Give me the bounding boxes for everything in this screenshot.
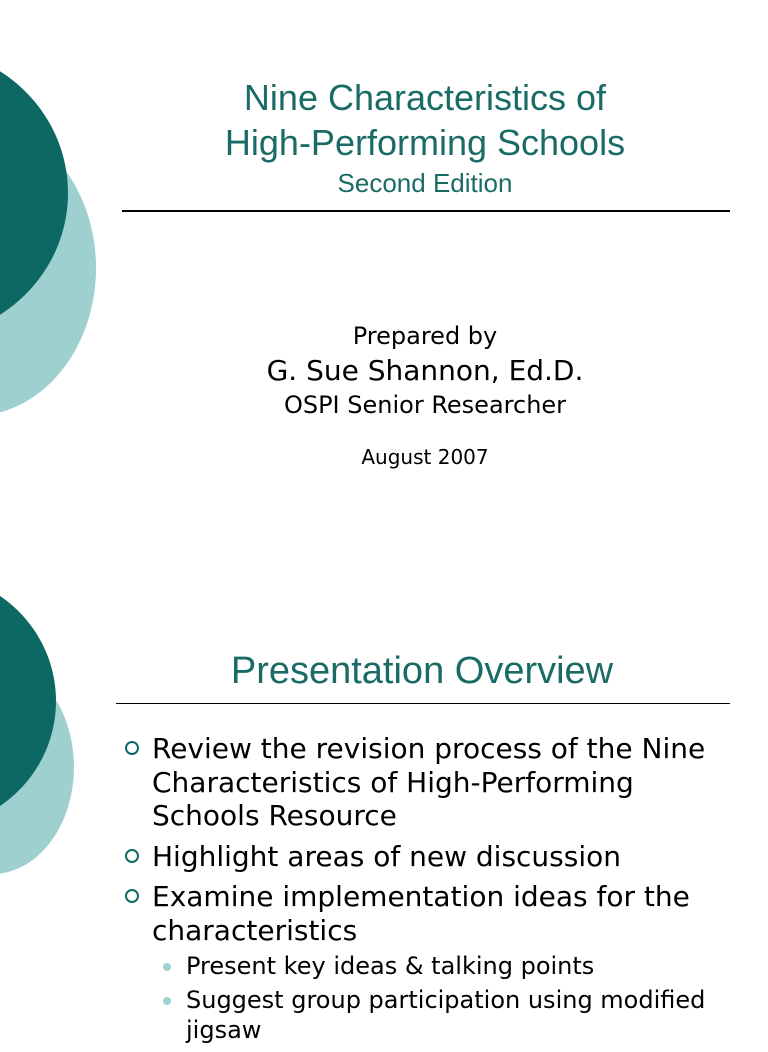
prepared-by-label: Prepared by [352,322,498,350]
author-role: OSPI Senior Researcher [283,391,567,419]
sub-bullet-item [152,951,740,981]
sub-bullet-text: Suggest group participation using modified jigsaw [186,986,706,1044]
overview-slide [0,580,768,1044]
slide-title: Presentation Overview [230,650,614,692]
slide-title-line-2: High-Performing Schools [224,122,626,163]
sub-bullet-text: Present key ideas & talking points [186,952,595,980]
bullet-item [120,880,740,1045]
filled-dot-bullet-icon [163,963,171,971]
filled-dot-bullet-icon [163,997,171,1005]
author-name: G. Sue Shannon, Ed.D. [266,354,584,387]
bullet-list [120,732,740,1052]
bullet-text: Highlight areas of new discussion [152,839,622,873]
sub-bullet-item [152,985,740,1045]
bullet-item [120,732,740,833]
bullet-item [120,840,740,874]
hollow-circle-bullet-icon [125,849,139,863]
slide-subtitle: Second Edition [337,168,513,198]
hollow-circle-bullet-icon [125,889,139,903]
title-divider [116,703,730,704]
sub-bullet-list [152,951,740,1045]
title-divider [122,210,730,212]
presentation-date: August 2007 [361,445,489,469]
slide-title-line-1: Nine Characteristics of [243,77,607,118]
hollow-circle-bullet-icon [125,741,139,755]
bullet-text: Review the revision process of the Nine Characteristics of High-Performing Schools Resource [152,732,706,832]
bullet-text: Examine implementation ideas for the characteristics [152,880,690,947]
